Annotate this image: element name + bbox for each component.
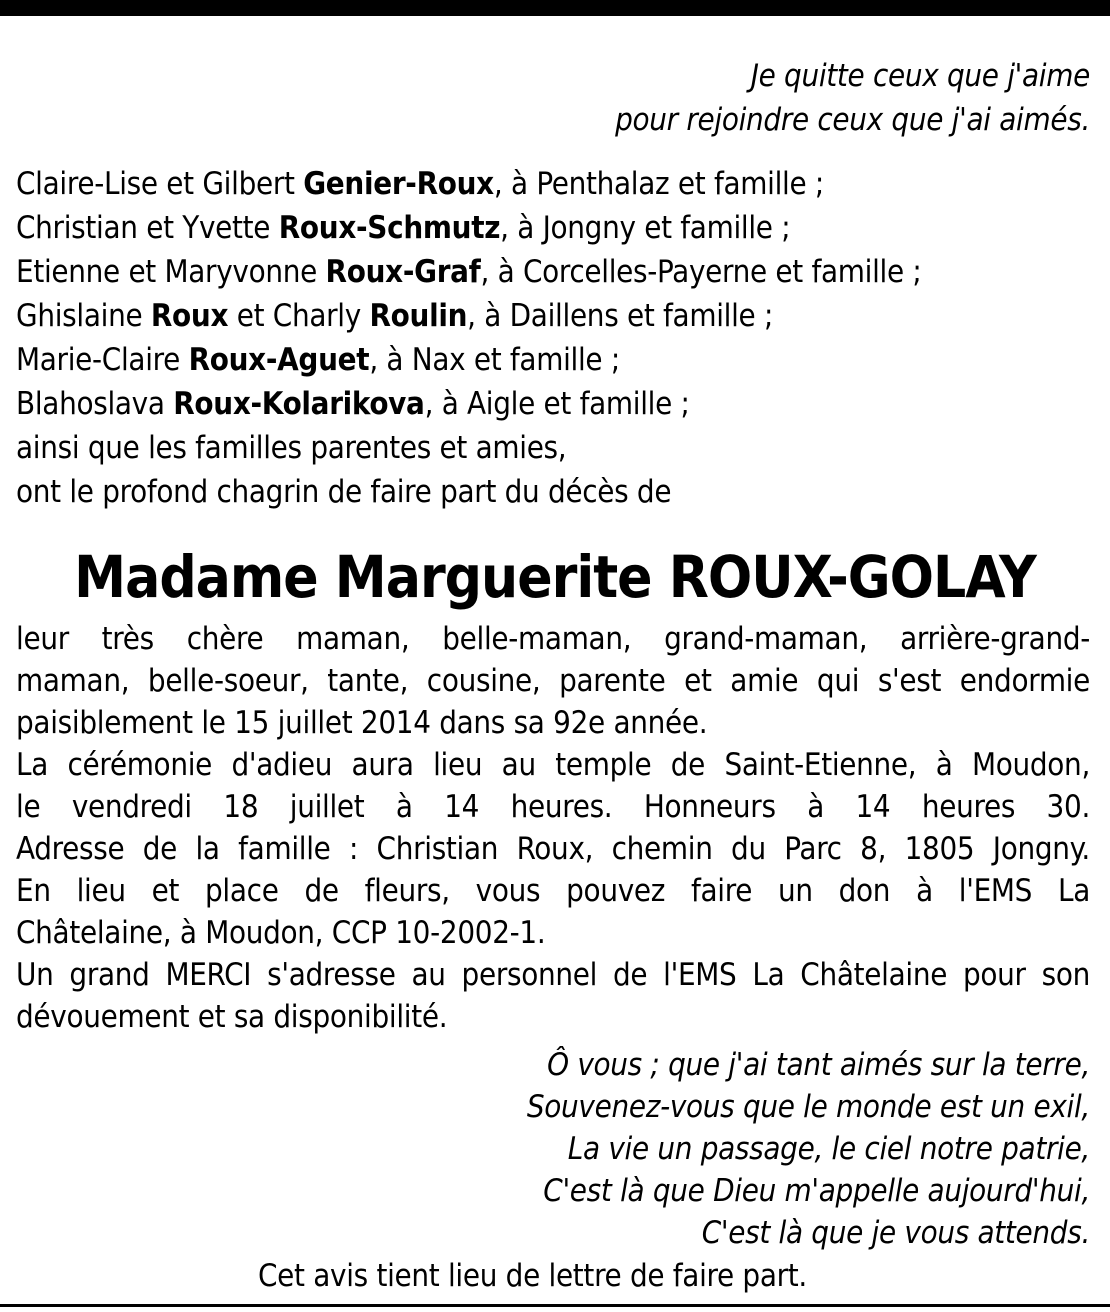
mourner-text: , à Daillens et famille ; — [467, 298, 774, 334]
body-line: Adresse de la famille : Christian Roux, chemin du Parc 8, 1805 Jongny. — [16, 831, 1090, 867]
epigraph-line: Je quitte ceux que j'aime — [750, 58, 1090, 94]
mourner-text: Claire-Lise et Gilbert — [16, 166, 304, 202]
mourner-text: Blahoslava — [16, 386, 174, 422]
mourner-surname: Roux-Aguet — [188, 342, 370, 378]
mourner-text: , à Penthalaz et famille ; — [493, 166, 825, 202]
mourner-line — [16, 206, 1090, 250]
mourner-line — [16, 250, 1090, 294]
mourner-surname: Genier-Roux — [303, 166, 494, 202]
mourner-text: Christian et Yvette — [16, 210, 279, 246]
body-line: Un grand MERCI s'adresse au personnel de l'EMS La Châtelaine pour son — [16, 957, 1090, 993]
family-line: ainsi que les familles parentes et amies, — [16, 430, 567, 466]
mourner-text: , à Nax et famille ; — [369, 342, 620, 378]
body-line: dévouement et sa disponibilité. — [16, 999, 448, 1035]
mourner-text: , à Corcelles-Payerne et famille ; — [480, 254, 922, 290]
poem-line: Souvenez-vous que le monde est un exil, — [526, 1089, 1090, 1125]
body-line: le vendredi 18 juillet à 14 heures. Honneurs à 14 heures 30. — [16, 789, 1090, 825]
bottom-rule — [0, 1304, 1110, 1307]
closing-poem — [16, 1044, 1090, 1254]
mourner-surname: Roux — [150, 298, 229, 334]
body-line: maman, belle-soeur, tante, cousine, parente et amie qui s'est endormie — [16, 663, 1090, 699]
mourner-text: Etienne et Maryvonne — [16, 254, 326, 290]
body-line: La cérémonie d'adieu aura lieu au temple de Saint-Etienne, à Moudon, — [16, 747, 1090, 783]
mourner-text: , à Aigle et famille ; — [424, 386, 690, 422]
mourner-text: et Charly — [228, 298, 370, 334]
mourner-line — [16, 338, 1090, 382]
top-rule — [0, 0, 1110, 16]
epigraph-line: pour rejoindre ceux que j'ai aimés. — [615, 102, 1090, 138]
mourner-text: Marie-Claire — [16, 342, 189, 378]
body-line: leur très chère maman, belle-maman, grand-maman, arrière-grand- — [16, 621, 1090, 657]
body-line: En lieu et place de fleurs, vous pouvez faire un don à l'EMS La — [16, 873, 1090, 909]
closing-note: Cet avis tient lieu de lettre de faire part. — [258, 1258, 807, 1294]
deceased-name: Madame Marguerite ROUX-GOLAY — [74, 543, 1036, 611]
poem-line: Ô vous ; que j'ai tant aimés sur la terre, — [547, 1047, 1090, 1083]
mourner-line — [16, 162, 1090, 206]
mourner-text: Ghislaine — [16, 298, 151, 334]
poem-line: C'est là que je vous attends. — [701, 1215, 1090, 1251]
announcement-line: ont le profond chagrin de faire part du décès de — [16, 474, 672, 510]
obituary-body — [16, 618, 1090, 1038]
mourner-surname: Roux-Schmutz — [278, 210, 501, 246]
poem-line: C'est là que Dieu m'appelle aujourd'hui, — [543, 1173, 1090, 1209]
mourner-surname: Roux-Graf — [325, 254, 481, 290]
epigraph — [16, 54, 1090, 142]
body-line: paisiblement le 15 juillet 2014 dans sa 92e année. — [16, 705, 708, 741]
body-line: Châtelaine, à Moudon, CCP 10-2002-1. — [16, 915, 546, 951]
mourner-surname: Roulin — [369, 298, 468, 334]
mourners-list — [16, 162, 1090, 514]
mourner-text: , à Jongny et famille ; — [500, 210, 791, 246]
mourner-line — [16, 382, 1090, 426]
mourner-surname: Roux-Kolarikova — [173, 386, 425, 422]
poem-line: La vie un passage, le ciel notre patrie, — [567, 1131, 1090, 1167]
mourner-line — [16, 294, 1090, 338]
